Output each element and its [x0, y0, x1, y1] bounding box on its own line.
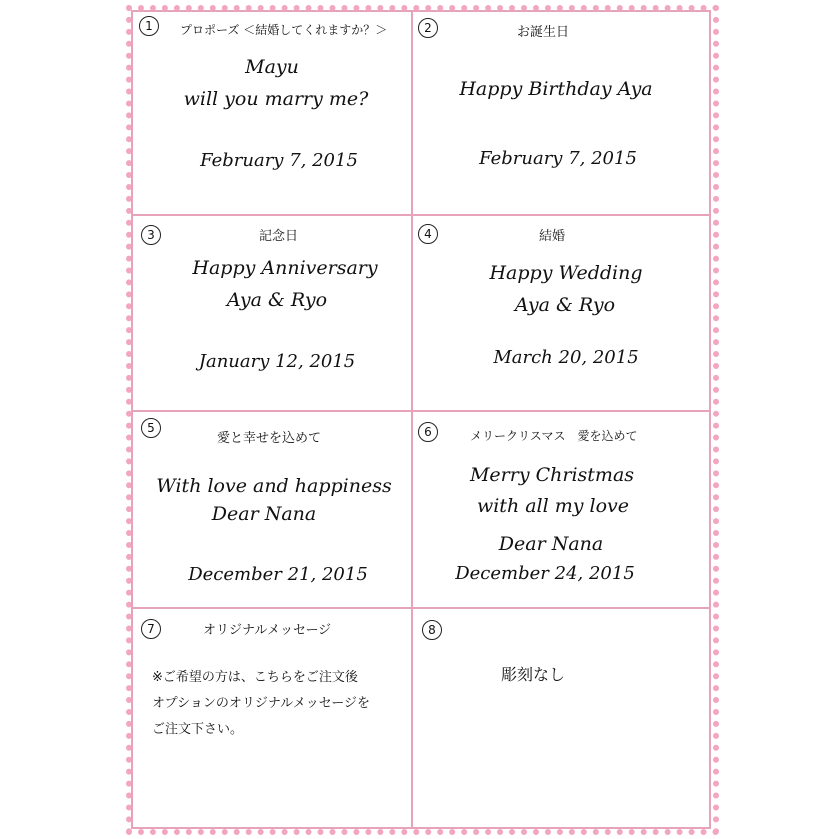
panel-1-line-1: Mayu: [245, 56, 299, 78]
panel-4-line-2: Aya & Ryo: [514, 294, 616, 316]
panel-8-text: 彫刻なし: [501, 665, 566, 684]
panel-number-5: 5: [141, 418, 161, 438]
panel-number-3: 3: [141, 225, 161, 245]
panel-number-1: 1: [139, 16, 159, 36]
grid-divider-row-3: [131, 607, 711, 609]
panel-3-date: January 12, 2015: [198, 351, 356, 372]
panel-3-line-2: Aya & Ryo: [226, 289, 328, 311]
panel-5-line-2: Dear Nana: [211, 503, 317, 525]
panel-5-date: December 21, 2015: [188, 564, 368, 585]
panel-5-label: 愛と幸せを込めて: [217, 431, 322, 446]
panel-6-label: メリークリスマス 愛を込めて: [470, 429, 638, 443]
panel-number-2: 2: [418, 18, 438, 38]
panel-3-label: 記念日: [259, 229, 299, 244]
panel-7-note-line-1: ※ご希望の方は、こちらをご注文後: [152, 670, 358, 685]
panel-number-6: 6: [418, 422, 438, 442]
panel-5-line-1: With love and happiness: [156, 475, 392, 497]
panel-6-date: December 24, 2015: [455, 563, 635, 584]
panel-4-date: March 20, 2015: [493, 347, 639, 368]
panel-7-label: オリジナルメッセージ: [203, 623, 332, 638]
panel-number-4: 4: [418, 224, 438, 244]
panel-6-line-3: Dear Nana: [498, 533, 604, 555]
panel-2-label: お誕生日: [517, 25, 570, 40]
grid-divider-vertical: [411, 10, 413, 829]
grid-divider-row-1: [131, 214, 711, 216]
panel-6-line-1: Merry Christmas: [469, 464, 635, 486]
panel-2-date: February 7, 2015: [479, 148, 637, 169]
panel-6-line-2: with all my love: [476, 495, 630, 517]
panel-number-7: 7: [141, 619, 161, 639]
panel-number-8: 8: [422, 620, 442, 640]
panel-1-label: プロポーズ ＜結婚してくれますか？＞: [180, 23, 388, 37]
panel-7-note-line-3: ご注文下さい。: [152, 722, 244, 737]
panel-7-note-line-2: オプションのオリジナルメッセージを: [152, 696, 371, 711]
panel-4-label: 結婚: [539, 229, 566, 244]
grid-divider-row-2: [131, 410, 711, 412]
panel-4-line-1: Happy Wedding: [489, 262, 643, 284]
panel-2-line-1: Happy Birthday Aya: [459, 78, 653, 100]
panel-1-date: February 7, 2015: [200, 150, 358, 171]
panel-3-line-1: Happy Anniversary: [192, 257, 378, 279]
panel-1-line-2: will you marry me?: [183, 88, 369, 110]
